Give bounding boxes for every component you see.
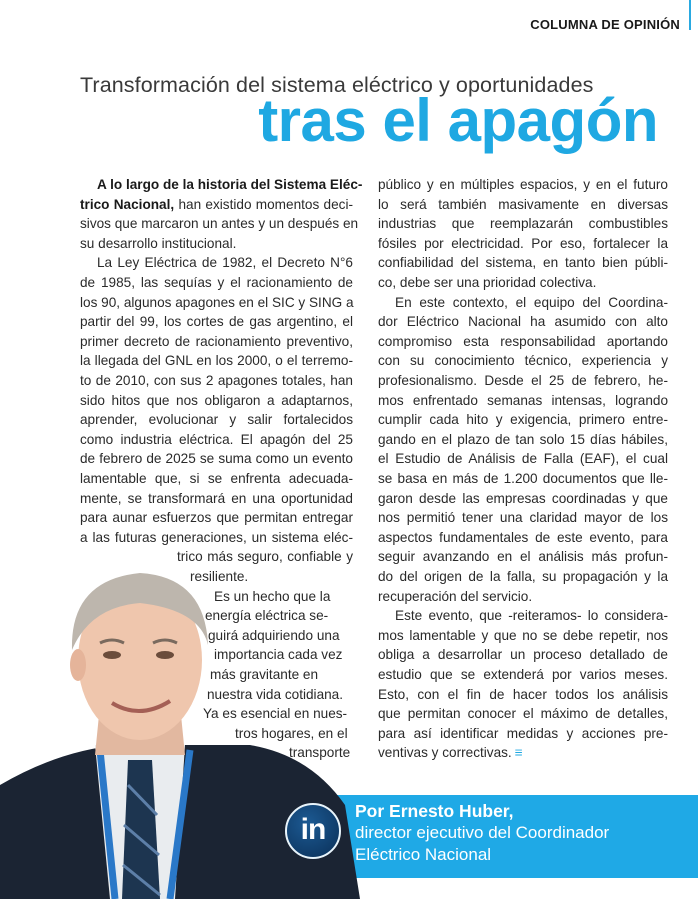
article-line: [80, 312, 353, 332]
article-line: [80, 430, 353, 450]
line-text: de 1985, las sequías y el racionamiento de: [80, 275, 353, 290]
linkedin-icon[interactable]: in: [285, 803, 341, 859]
line-text: industrias que reemplazarán combustibles: [378, 216, 668, 232]
line-text: mos lamentable y que no se debe repetir, nos: [378, 627, 668, 643]
line-text: han existido momentos deci-: [174, 196, 354, 212]
line-text: recuperación del servicio.: [378, 588, 533, 604]
article-line: [80, 469, 353, 489]
article-line: [395, 293, 668, 313]
line-text: lo será también masivamente en diversas: [378, 196, 668, 212]
line-text: aprender, evolucionar y salir fortalecidos: [80, 412, 353, 428]
line-text: guirá adquiriendo una: [208, 627, 340, 643]
article-line: [378, 567, 668, 587]
article-line: [378, 351, 668, 371]
author-name: Por Ernesto Huber,: [355, 801, 514, 821]
line-text: ventivas y correctivas.: [378, 745, 512, 761]
line-text: obliga a desarrollar un proceso detallado de: [378, 647, 668, 663]
article-line: [378, 743, 668, 763]
line-text: compromiso esta responsabilidad aportando: [378, 333, 668, 349]
author-role-line-2: Eléctrico Nacional: [355, 845, 492, 864]
article-line: [378, 430, 668, 450]
article-line: [378, 626, 668, 646]
end-of-article-icon: ≡: [514, 745, 523, 761]
article-line: [378, 214, 668, 234]
line-text: la llegada del GNL en los 2000, o el terremo-: [80, 353, 353, 369]
line-text: público y en múltiples espacios, y en el futuro: [378, 177, 668, 192]
line-text: gando en el plazo de tan solo 15 días hábiles,: [378, 431, 668, 447]
article-line: [378, 489, 668, 509]
article-line: [80, 410, 353, 430]
article-line: [378, 704, 668, 724]
line-text: su desarrollo institucional.: [80, 235, 237, 251]
line-text: con su conocimiento técnico, experiencia y: [378, 353, 668, 369]
article-line: [378, 234, 668, 254]
article-line: [378, 587, 668, 607]
line-text: mente, se transformará en una oportunidad: [80, 490, 353, 506]
line-text: los 90, algunos apagones en el SIC y SING a: [80, 294, 354, 310]
line-text: para aunar esfuerzos que permitan entregar: [80, 510, 353, 526]
line-text: En este contexto, el equipo del Coordina-: [395, 294, 668, 310]
section-label: COLUMNA DE OPINIÓN: [530, 17, 680, 32]
line-text: nos permitió tener una claridad mayor de los: [378, 510, 668, 526]
article-line: [80, 214, 359, 234]
line-text: to de 2010, con sus 2 apagones totales, han: [80, 373, 353, 388]
line-text: garon desde las empresas coordinadas y que: [378, 490, 668, 506]
line-text: aspectos fundamentales de este evento, para: [378, 529, 668, 545]
line-text: Esto, con el fin de hacer todos los análisis: [378, 686, 668, 702]
line-text: que permitan conocer el máximo de detalles,: [378, 706, 668, 722]
article-line: [80, 391, 353, 411]
line-text: transporte: [289, 745, 351, 761]
line-text: trico más seguro, confiable y: [177, 549, 353, 565]
line-text: el Estudio de Análisis de Falla (EAF), el cual: [378, 451, 668, 467]
line-text: nuestra vida cotidiana.: [207, 686, 344, 702]
article-kicker: Transformación del sistema eléctrico y oportunidades: [80, 73, 594, 97]
article-line: [378, 175, 668, 195]
article-line: [80, 332, 353, 352]
line-text: estudio que se extenderá por varios meses.: [378, 667, 668, 682]
line-text: se basa en más de 1.200 documentos que lle-: [378, 471, 668, 486]
line-text: cumplir cada hito y exigencia, primero entre-: [378, 412, 668, 428]
lead-emphasis: trico Nacional,: [80, 196, 175, 212]
article-line: [378, 528, 668, 548]
article-line: [80, 195, 353, 215]
line-text: sivos que marcaron un antes y un después en: [80, 216, 359, 232]
article-line: [378, 253, 668, 273]
article-line: [80, 528, 353, 548]
line-text: de febrero de 2025 se suma como un evento: [80, 451, 353, 467]
line-text: lamentable que, si se enfrenta adecuada-: [80, 471, 353, 486]
line-text: importancia cada vez: [214, 647, 343, 663]
line-text: co, debe ser una prioridad colectiva.: [378, 275, 597, 290]
section-divider: [689, 0, 691, 30]
article-line: [378, 332, 668, 352]
article-line: [80, 371, 353, 391]
line-text: tros hogares, en el: [235, 725, 348, 741]
line-text: sido hitos que nos obligaron a adaptarnos,: [80, 392, 353, 408]
line-text: Es un hecho que la: [214, 588, 331, 604]
line-text: mos enfrentado semanas intensas, logrando: [378, 392, 668, 408]
line-text: partir del 99, los cortes de gas argentino, el: [80, 314, 353, 330]
article-line: [378, 508, 668, 528]
article-line: [80, 489, 353, 509]
article-line: [97, 253, 353, 273]
line-text: más gravitante en: [210, 667, 319, 682]
line-text: profesionalismo. Desde el 25 de febrero, he-: [378, 373, 668, 388]
line-text: do del origen de la falla, su propagación y la: [378, 569, 668, 584]
article-line: [378, 410, 668, 430]
line-text: Este evento, que -reiteramos- lo considera-: [395, 608, 668, 624]
article-line: [80, 234, 353, 254]
article-line: [378, 371, 668, 391]
line-text: dor Eléctrico Nacional ha asumido con alto: [378, 314, 668, 330]
article-line: [378, 312, 668, 332]
article-headline: tras el apagón: [258, 87, 658, 154]
line-text: fósiles por electricidad. Por eso, fortalecer la: [378, 235, 668, 251]
article-line: [80, 293, 353, 313]
article-line: [80, 508, 353, 528]
article-line: [80, 351, 353, 371]
article-line: [378, 273, 668, 293]
article-line: [378, 665, 668, 685]
article-line: [378, 449, 668, 469]
line-text: Ya es esencial en nues-: [203, 706, 348, 722]
line-text: para así identificar medidas y acciones pre-: [378, 725, 668, 741]
article-line: [378, 547, 668, 567]
article-line: [80, 449, 353, 469]
article-line: [378, 469, 668, 489]
article-line: [378, 724, 668, 744]
line-text: primer decreto de racionamiento preventivo,: [80, 333, 353, 349]
line-text: como industria eléctrica. El apagón del 25: [80, 431, 353, 447]
line-text: confiabilidad del sistema, en tanto bien públi-: [378, 255, 668, 271]
article-line: [378, 195, 668, 215]
article-line: [395, 606, 668, 626]
lead-emphasis: A lo largo de la historia del Sistema Eléc-: [97, 177, 363, 192]
line-text: resiliente.: [190, 569, 249, 584]
article-line: [378, 685, 668, 705]
article-line: [97, 175, 363, 195]
article-line: [80, 273, 353, 293]
line-text: seguir avanzando en el análisis más profun-: [378, 549, 668, 565]
article-line: [378, 645, 668, 665]
line-text: La Ley Eléctrica de 1982, el Decreto N°6: [97, 255, 353, 271]
author-role-line-1: director ejecutivo del Coordinador: [355, 823, 610, 842]
article-line: [378, 391, 668, 411]
line-text: a las futuras generaciones, un sistema eléc-: [80, 529, 353, 545]
author-byline: [355, 800, 609, 866]
line-text: energía eléctrica se-: [205, 608, 329, 624]
